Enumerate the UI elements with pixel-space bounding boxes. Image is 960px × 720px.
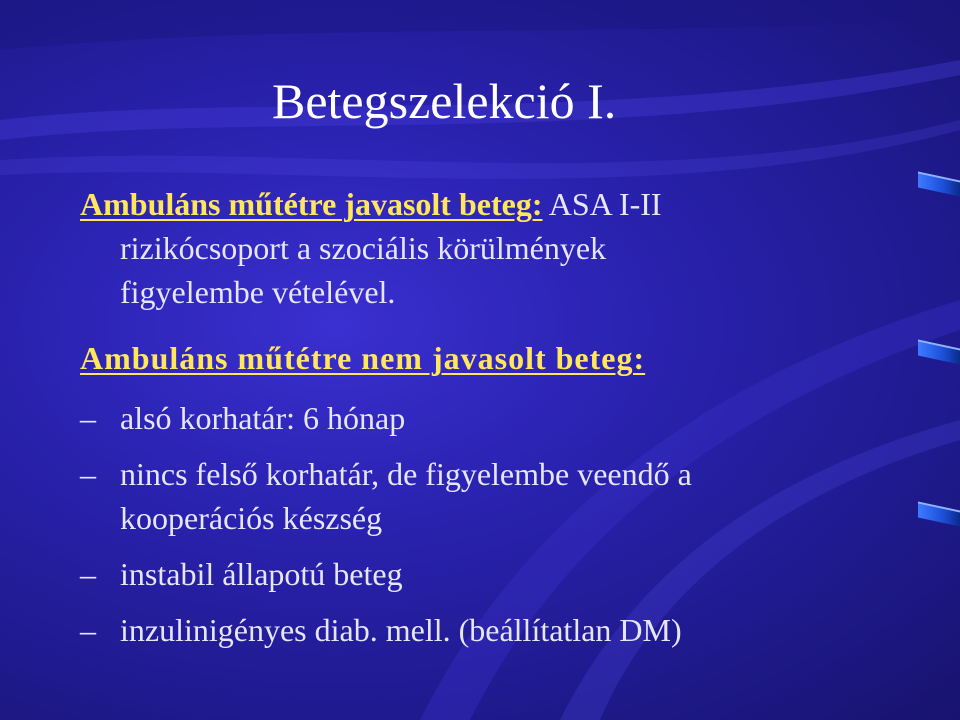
dash-bullet: – bbox=[80, 400, 96, 436]
list-item: – nincs felső korhatár, de figyelembe veendő a kooperációs készség bbox=[80, 452, 920, 540]
recommended-line-2: rizikócsoport a szociális körülmények bbox=[120, 230, 607, 266]
recommended-line-3: figyelembe vételével. bbox=[120, 274, 396, 310]
dash-bullet: – bbox=[80, 612, 96, 648]
not-recommended-heading: Ambuláns műtétre nem javasolt beteg: bbox=[80, 340, 646, 376]
slide-title: Betegszelekció I. bbox=[272, 73, 617, 129]
list-item: – alsó korhatár: 6 hónap bbox=[80, 396, 920, 440]
list-item: – instabil állapotú beteg bbox=[80, 552, 920, 596]
list-item: – inzulinigényes diab. mell. (beállítatlan DM) bbox=[80, 608, 920, 652]
dash-bullet: – bbox=[80, 556, 96, 592]
recommended-asa: ASA I-II bbox=[542, 186, 662, 222]
recommended-block bbox=[80, 186, 900, 318]
contraindication-list bbox=[80, 396, 920, 664]
recommended-heading: Ambuláns műtétre javasolt beteg: bbox=[80, 186, 543, 222]
dash-bullet: – bbox=[80, 456, 96, 492]
